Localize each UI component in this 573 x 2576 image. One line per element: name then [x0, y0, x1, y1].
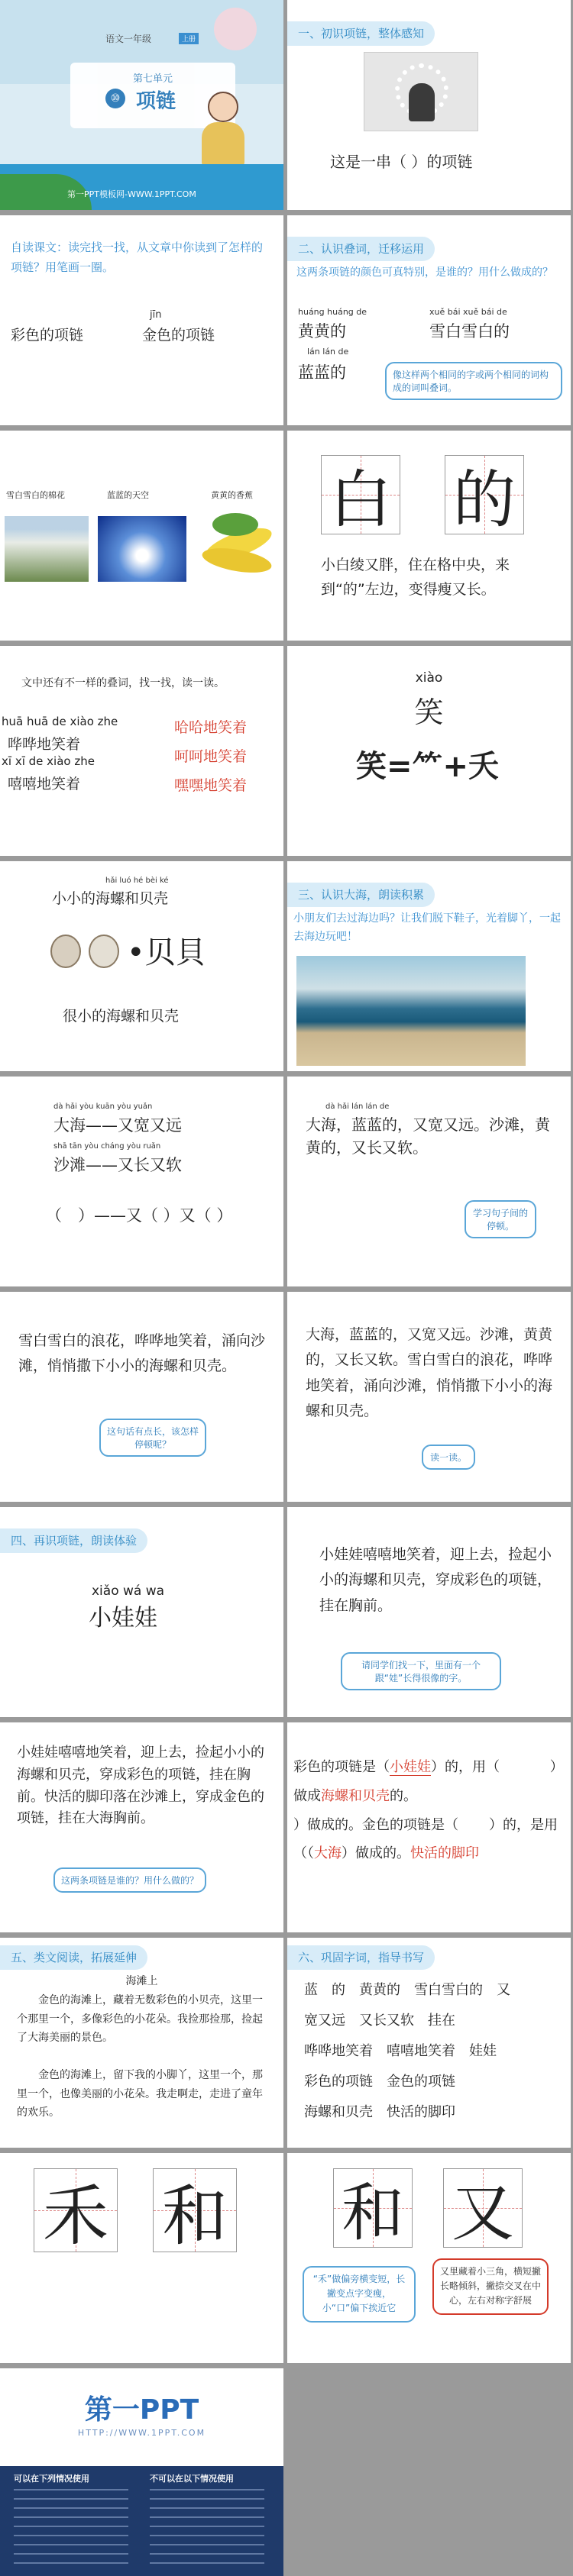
caption-sky: 蓝蓝的天空: [107, 490, 149, 500]
article-paragraph: 金色的海滩上，藏着无数彩色的小贝壳，这里一个那里一个，多像彩色的小花朵。我捡那捡那，捡起了大海美丽的景色。: [17, 1994, 263, 2044]
pinyin: hǎi luó hé bèi ké: [105, 876, 169, 885]
character-de: 的: [452, 463, 516, 537]
text: ）做成的。金色的项链是（: [293, 1816, 458, 1833]
slide-review-words: [287, 1938, 571, 2148]
cover-chapter: 第七单元: [132, 73, 173, 85]
word-row: 哗哗地笑着 嘻嘻地笑着 娃娃: [304, 2043, 497, 2059]
slide-read-aloud: [287, 1292, 571, 1502]
section-header: 一、初识项链，整体感知: [287, 21, 435, 46]
tip-bubble: 读一读。: [422, 1445, 475, 1470]
cover-site: 第一PPT模板网-WWW.1PPT.COM: [67, 189, 196, 199]
fill-blank-sentence: 这是一串（ ）的项链: [330, 153, 473, 171]
brand-logo: 第一PPT: [84, 2394, 199, 2426]
caption-banana: 黄黄的香蕉: [211, 490, 253, 500]
license-panel: [0, 2466, 283, 2576]
slide-waves: [0, 1292, 283, 1502]
slide-character-xiao: [287, 646, 571, 856]
word-xuebai: 雪白雪白的: [429, 322, 510, 341]
article-title: 海滩上: [125, 1975, 158, 1987]
oracle-bone-character: •贝貝: [127, 935, 206, 970]
slide-picture-words: [0, 431, 283, 641]
pinyin: dà hǎi lán lán de: [325, 1102, 390, 1111]
combined-passage: 大海，蓝蓝的，又宽又远。沙滩，黄黄的，又长又软。雪白雪白的浪花，哗哗地笑着，涌向沙滩，悄悄撒下小小的海螺和贝壳。: [306, 1326, 553, 1419]
question: 这两条项链的颜色可真特别，是谁的？用什么做成的？: [296, 266, 553, 279]
section-header: 三、认识大海，朗读积累: [287, 883, 435, 907]
writing-tip-bubble: 又里藏着小三角，横短撇长略倾斜，撇捺交叉在中心，左右对称字舒展: [432, 2258, 549, 2315]
shell-icon: [89, 935, 119, 968]
phrase-small-conch: 小小的海螺和贝壳: [52, 890, 169, 907]
cover-title: 项链: [136, 90, 176, 113]
pinyin: xī xī de xiào zhe: [2, 754, 95, 768]
phrase-haha: 哈哈地笑着: [174, 719, 248, 736]
section-header: 五、类文阅读，拓展延伸: [0, 1945, 147, 1970]
character-breakdown: 笑=⺮+夭: [356, 749, 500, 784]
pinyin-xiao: xiào: [415, 670, 443, 686]
license-forbidden-heading: 不可以在以下情况使用: [150, 2474, 234, 2484]
word-row: 彩色的项链 金色的项链: [304, 2074, 455, 2090]
word-doll: 小娃娃: [89, 1605, 157, 1632]
slide-two-necklaces: [0, 1722, 283, 1932]
slide-sea: [287, 861, 571, 1071]
sea-passage: 大海，蓝蓝的，又宽又远。沙滩，黄黄的，又长又软。: [306, 1115, 550, 1157]
sea-prompt: 小朋友们去过海边吗？让我们脱下鞋子，光着脚丫，一起去海边玩吧！: [293, 912, 561, 943]
sky-photo: [98, 516, 186, 582]
slide-conch-shell: [0, 861, 283, 1071]
phrase-xixi: 嘻嘻地笑着: [8, 776, 81, 792]
slide-extended-reading: [0, 1938, 283, 2148]
slide-intro: [287, 0, 571, 210]
tip-bubble: 学习句子间的停顿。: [465, 1200, 536, 1238]
word-huanghuang: 黄黄的: [298, 322, 346, 341]
license-text-lines: [14, 2489, 128, 2565]
word-lanlan: 蓝蓝的: [298, 363, 346, 382]
slide-sea-beach: [0, 1077, 283, 1286]
character-he-grain: 禾: [43, 2178, 108, 2255]
banana-photo: [197, 510, 278, 586]
definition-bubble: 像这样两个相同的字或两个相同的词构成的词叫叠词。: [385, 362, 562, 400]
pinyin: huáng huáng de: [298, 307, 367, 317]
tianzige-box: [333, 2168, 413, 2248]
doll-passage: 小娃娃嘻嘻地笑着，迎上去，捡起小小的海螺和贝壳，穿成彩色的项链，挂在胸前。: [319, 1546, 552, 1614]
slide-write-bai-de: [287, 431, 571, 641]
slide-doll-passage: [287, 1507, 571, 1717]
tip-bubble: 这句话有点长，该怎样停顿呢？: [99, 1419, 206, 1457]
beach-photo: [296, 956, 526, 1066]
pinyin-jin: jīn: [150, 309, 162, 321]
tip-bubble: 请同学们找一下，里面有一个跟“娃”长得很像的字。: [341, 1652, 501, 1690]
answer-shell: 海螺和贝壳: [321, 1787, 390, 1804]
tianzige-box: [443, 2168, 523, 2248]
text: 彩色的项链是（: [293, 1759, 390, 1775]
word-row: 海螺和贝壳 快活的脚印: [304, 2104, 455, 2120]
lesson-number-icon: ⑩: [105, 89, 125, 108]
writing-tip-bubble: “禾”做偏旁横变短，长撇变点字变瘦，小“口”偏下挨近它: [303, 2266, 416, 2323]
text: ）的，用（: [431, 1759, 500, 1775]
section-header: 二、认识叠词，迁移运用: [287, 237, 435, 261]
article-paragraph: 金色的海滩上，留下我的小脚丫，这里一个，那里一个，也像美丽的小花朵。我走啊走，走进了童年的欢乐。: [17, 2069, 263, 2119]
slide-reading-task: [0, 215, 283, 425]
phrase-beach: 沙滩——又长又软: [53, 1156, 182, 1174]
character-you: 又: [451, 2177, 514, 2250]
phrase-sea: 大海——又宽又远: [53, 1116, 182, 1135]
tianzige-box: [445, 455, 524, 537]
slide-end-credit: [0, 2368, 283, 2576]
slide-reduplication: [287, 215, 571, 425]
phrase-huahua: 哗哗地笑着: [8, 736, 81, 753]
pinyin: shā tān yòu cháng yòu ruǎn: [53, 1142, 161, 1151]
fill-blank-pattern: （ ）——又（ ）又（ ）: [46, 1206, 233, 1225]
cotton-photo: [5, 516, 89, 582]
waves-passage: 雪白雪白的浪花，哗哗地笑着，涌向沙滩，悄悄撒下小小的海螺和贝壳。: [18, 1332, 266, 1375]
phrase-hehe: 呵呵地笑着: [174, 748, 248, 765]
character-bai: 白: [329, 463, 392, 537]
question-bubble: 这两条项链是谁的？用什么做的？: [53, 1867, 206, 1893]
pinyin: lán lán de: [307, 347, 349, 357]
item-colored-necklace: 彩色的项链: [11, 327, 84, 344]
character-he: 和: [341, 2177, 404, 2250]
pinyin: xiǎo wá wa: [92, 1583, 165, 1599]
slide-fill-blanks: [287, 1722, 571, 1932]
cover-sun-decoration: [214, 8, 257, 50]
tianzige-box: [153, 2168, 237, 2255]
necklace-passage: 小娃娃嘻嘻地笑着，迎上去，捡起小小的海螺和贝壳，穿成彩色的项链，挂在胸前。快活的脚印落在沙滩上，穿成金色的项链，挂在大海胸前。: [17, 1745, 264, 1827]
character-xiao: 笑: [414, 696, 444, 729]
cover-grade: 语文一年级: [105, 34, 152, 44]
pinyin: xuě bái xuě bái de: [429, 307, 507, 317]
tianzige-box: [34, 2168, 118, 2255]
pinyin: huā huā de xiào zhe: [2, 715, 118, 728]
caption-cotton: 雪白雪白的棉花: [6, 490, 65, 500]
answer-footprints: 快活的脚印: [410, 1845, 479, 1862]
slide-cover: [0, 0, 283, 210]
answer-doll: 小娃娃: [390, 1759, 431, 1775]
word-row: 蓝 的 黄黄的 雪白雪白的 又: [304, 1982, 510, 1998]
slide-pause-reading: [287, 1077, 571, 1286]
pinyin: dà hǎi yòu kuān yòu yuǎn: [53, 1102, 153, 1111]
tianzige-box: [321, 455, 400, 537]
reading-task: 自读课文：读完找一找，从文章中你读到了怎样的项链？用笔画一圈。: [11, 240, 264, 274]
section-header: 六、巩固字词，指导书写: [287, 1945, 435, 1970]
section-header: 四、再识项链，朗读体验: [0, 1528, 147, 1553]
phrase-heihei: 嘿嘿地笑着: [174, 777, 248, 794]
word-row: 宽又远 又长又软 挂在: [304, 2013, 455, 2029]
slide-laugh-words: [0, 646, 283, 856]
brand-url: HTTP://WWW.1PPT.COM: [77, 2428, 206, 2438]
slide-write-he-you: [287, 2153, 571, 2363]
fill-blank-answer: 彩色的项链是（小娃娃）的，用（ ）做成海螺和贝壳的。 ）做成的。金色的项链是（ ）的，是用（（大海）做成的。快活的脚印: [293, 1759, 564, 1862]
cover-volume-tag: 上册: [179, 33, 199, 44]
license-allowed-heading: 可以在下列情况使用: [14, 2474, 89, 2484]
character-he: 和: [162, 2178, 228, 2255]
text: ）的，是用（: [293, 1816, 558, 1862]
answer-sea: 大海: [314, 1845, 342, 1862]
instruction: 文中还有不一样的叠词，找一找，读一读。: [21, 677, 225, 689]
necklace-photo: [364, 52, 478, 131]
text: ）做成的。: [342, 1845, 410, 1862]
slide-write-he: [0, 2153, 283, 2363]
slide-doll: [0, 1507, 283, 1717]
writing-rhyme: 小白绫又胖，住在格中央，来到“的”左边，变得瘦又长。: [321, 557, 510, 599]
item-golden-necklace: 金色的项链: [142, 327, 215, 344]
shell-icon: [50, 935, 81, 968]
phrase-very-small-conch: 很小的海螺和贝壳: [63, 1008, 180, 1025]
license-text-lines: [150, 2489, 264, 2565]
